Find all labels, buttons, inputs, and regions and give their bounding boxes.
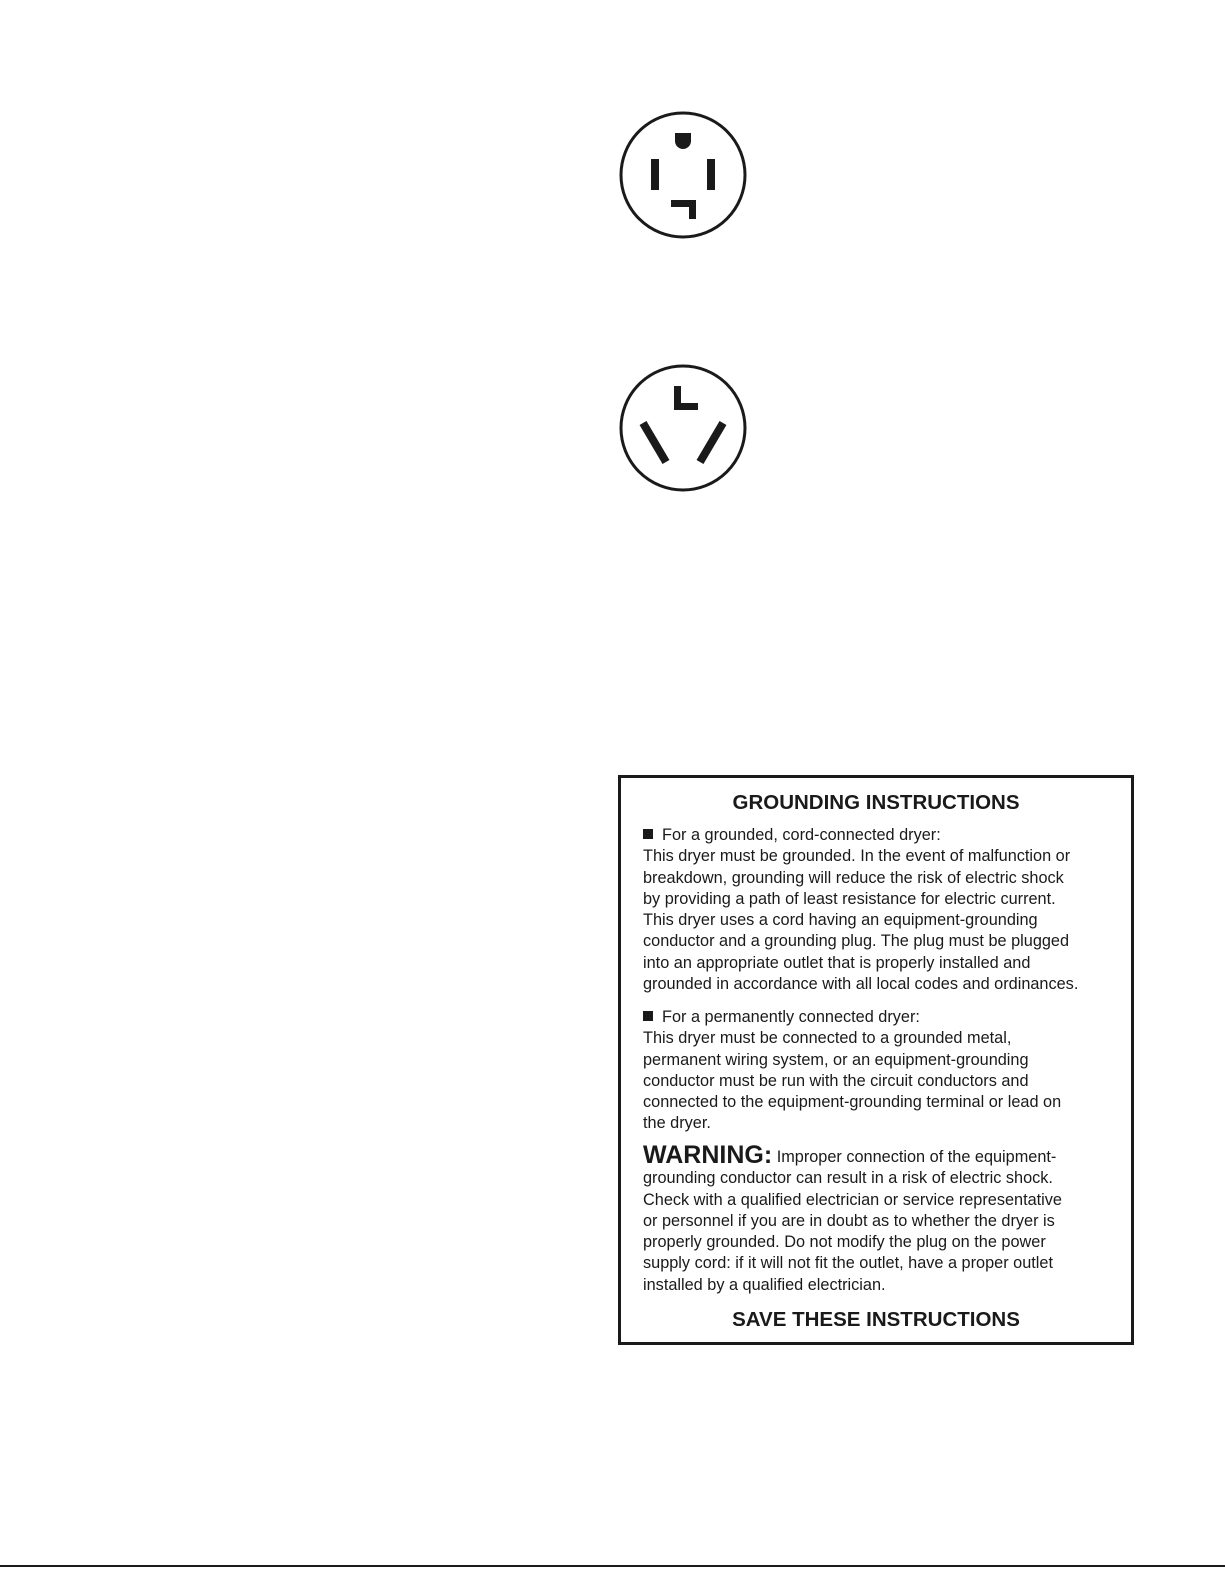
text-line: or personnel if you are in doubt as to whether the dryer is: [643, 1211, 1055, 1230]
cord-connected-heading: For a grounded, cord-connected dryer:: [662, 826, 941, 844]
warning-section: [643, 1142, 1128, 1296]
text-line: properly grounded. Do not modify the plug on the power: [643, 1233, 1046, 1252]
cord-connected-section: [643, 825, 1128, 995]
permanent-heading: For a permanently connected dryer:: [662, 1008, 920, 1026]
text-line: Check with a qualified electrician or service representative: [643, 1190, 1062, 1209]
text-line: installed by a qualified electrician.: [643, 1275, 886, 1294]
text-line: This dryer must be connected to a grounded metal,: [643, 1029, 1012, 1048]
text-line: the dryer.: [643, 1114, 711, 1133]
text-line: This dryer must be grounded. In the event of malfunction or: [643, 847, 1071, 866]
text-line: connected to the equipment-grounding terminal or lead on: [643, 1093, 1062, 1112]
page-bottom-rule: [0, 1565, 1225, 1567]
text-line: supply cord: if it will not fit the outlet, have a proper outlet: [643, 1254, 1053, 1273]
text-line: by providing a path of least resistance for electric current.: [643, 889, 1056, 908]
save-instructions-footer: SAVE THESE INSTRUCTIONS: [732, 1308, 1020, 1331]
three-prong-receptacle-icon: [618, 363, 748, 493]
permanent-section: [643, 1007, 1128, 1135]
text-line: conductor must be run with the circuit conductors and: [643, 1071, 1029, 1090]
four-prong-receptacle-icon: [618, 110, 748, 240]
text-line: This dryer uses a cord having an equipment-grounding: [643, 911, 1038, 930]
warning-label: WARNING:: [643, 1141, 773, 1169]
text-line: into an appropriate outlet that is properly installed and: [643, 953, 1031, 972]
bullet-square-icon: [643, 829, 653, 839]
text-line: breakdown, grounding will reduce the risk of electric shock: [643, 868, 1064, 887]
text-line: conductor and a grounding plug. The plug must be plugged: [643, 932, 1070, 951]
text-line: grounded in accordance with all local codes and ordinances.: [643, 975, 1079, 994]
text-line: permanent wiring system, or an equipment-grounding: [643, 1050, 1029, 1069]
bullet-square-icon: [643, 1011, 653, 1021]
text-line: grounding conductor can result in a risk of electric shock.: [643, 1169, 1053, 1188]
warning-first-line: Improper connection of the equipment-: [776, 1148, 1057, 1166]
grounding-title: GROUNDING INSTRUCTIONS: [732, 791, 1020, 814]
grounding-instructions-box: [618, 775, 1134, 1345]
